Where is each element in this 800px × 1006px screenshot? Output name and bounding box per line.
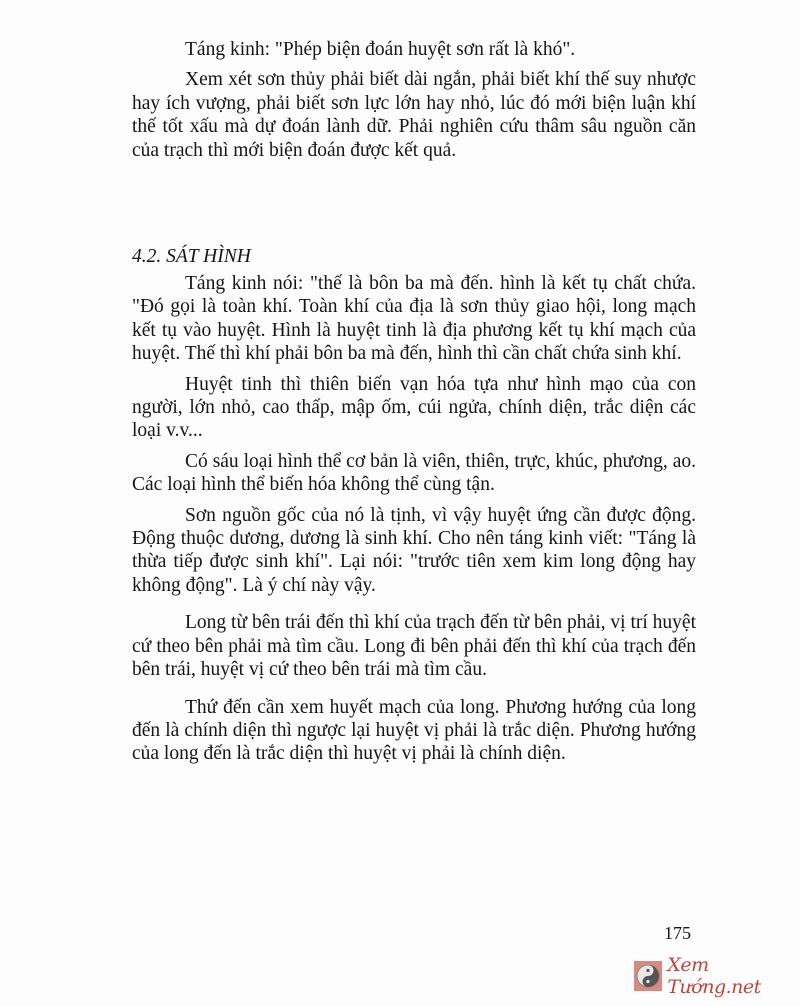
watermark-text: Xem Tướng.net bbox=[667, 954, 761, 998]
paragraph: Có sáu loại hình thể cơ bản là viên, thiên, trực, khúc, phương, ao. Các loại hình thể biến hóa không thể cùng tận. bbox=[132, 450, 696, 496]
intro-text bbox=[132, 38, 696, 162]
paragraph: Sơn nguồn gốc của nó là tịnh, vì vậy huyệt ứng cần được động. Động thuộc dương, dương là sinh khí. Cho nên táng kinh viết: "Táng là thừa tiếp được sinh khí". Lại nói: "trước tiên xem kim long động hay không động". Là ý chí này vậy. bbox=[132, 504, 696, 596]
section-text bbox=[132, 272, 696, 766]
site-watermark bbox=[634, 954, 800, 998]
paragraph: Táng kinh nói: "thế là bôn ba mà đến. hình là kết tụ chất chứa. "Đó gọi là toàn khí. Toàn khí của địa là sơn thủy giao hội, long mạch kết tụ vào huyệt. Hình là huyệt tinh là địa phương kết tụ khí mạch của huyệt. Thế thì khí phải bôn ba mà đến, hình thì cần chất chứa sinh khí. bbox=[132, 273, 696, 365]
paragraph: Thứ đến cần xem huyết mạch của long. Phương hướng của long đến là chính diện thì ngược lại huyệt vị phải là trắc diện. Phương hướng của long đến là trắc diện thì huyệt vị phải là chính diện. bbox=[132, 696, 696, 765]
paragraph: Táng kinh: "Phép biện đoán huyệt sơn rất là khó". bbox=[185, 39, 576, 60]
page-number: 175 bbox=[664, 923, 691, 943]
paragraph: Huyệt tinh thì thiên biến vạn hóa tựa như hình mạo của con người, lớn nhỏ, cao thấp, mập ốm, cúi ngửa, chính diện, trắc diện các loại v.v... bbox=[132, 373, 696, 442]
paragraph: Long từ bên trái đến thì khí của trạch đến từ bên phải, vị trí huyệt cứ theo bên phải mà tìm cầu. Long đi bên phải đến thì khí của trạch đến bên trái, huyệt vị cứ theo bên trái mà tìm cầu. bbox=[132, 612, 696, 681]
section-heading: 4.2. SÁT HÌNH bbox=[132, 246, 251, 267]
paragraph: Xem xét sơn thủy phải biết dài ngắn, phải biết khí thế suy nhược hay ích vượng, phải biết sơn lực lớn hay nhỏ, lúc đó mới biện luận khí thế tốt xấu mà dự đoán lành dữ. Phải nghiên cứu thâm sâu nguồn căn của trạch thì mới biện đoán được kết quả. bbox=[132, 69, 696, 161]
yin-yang-icon bbox=[634, 961, 662, 991]
